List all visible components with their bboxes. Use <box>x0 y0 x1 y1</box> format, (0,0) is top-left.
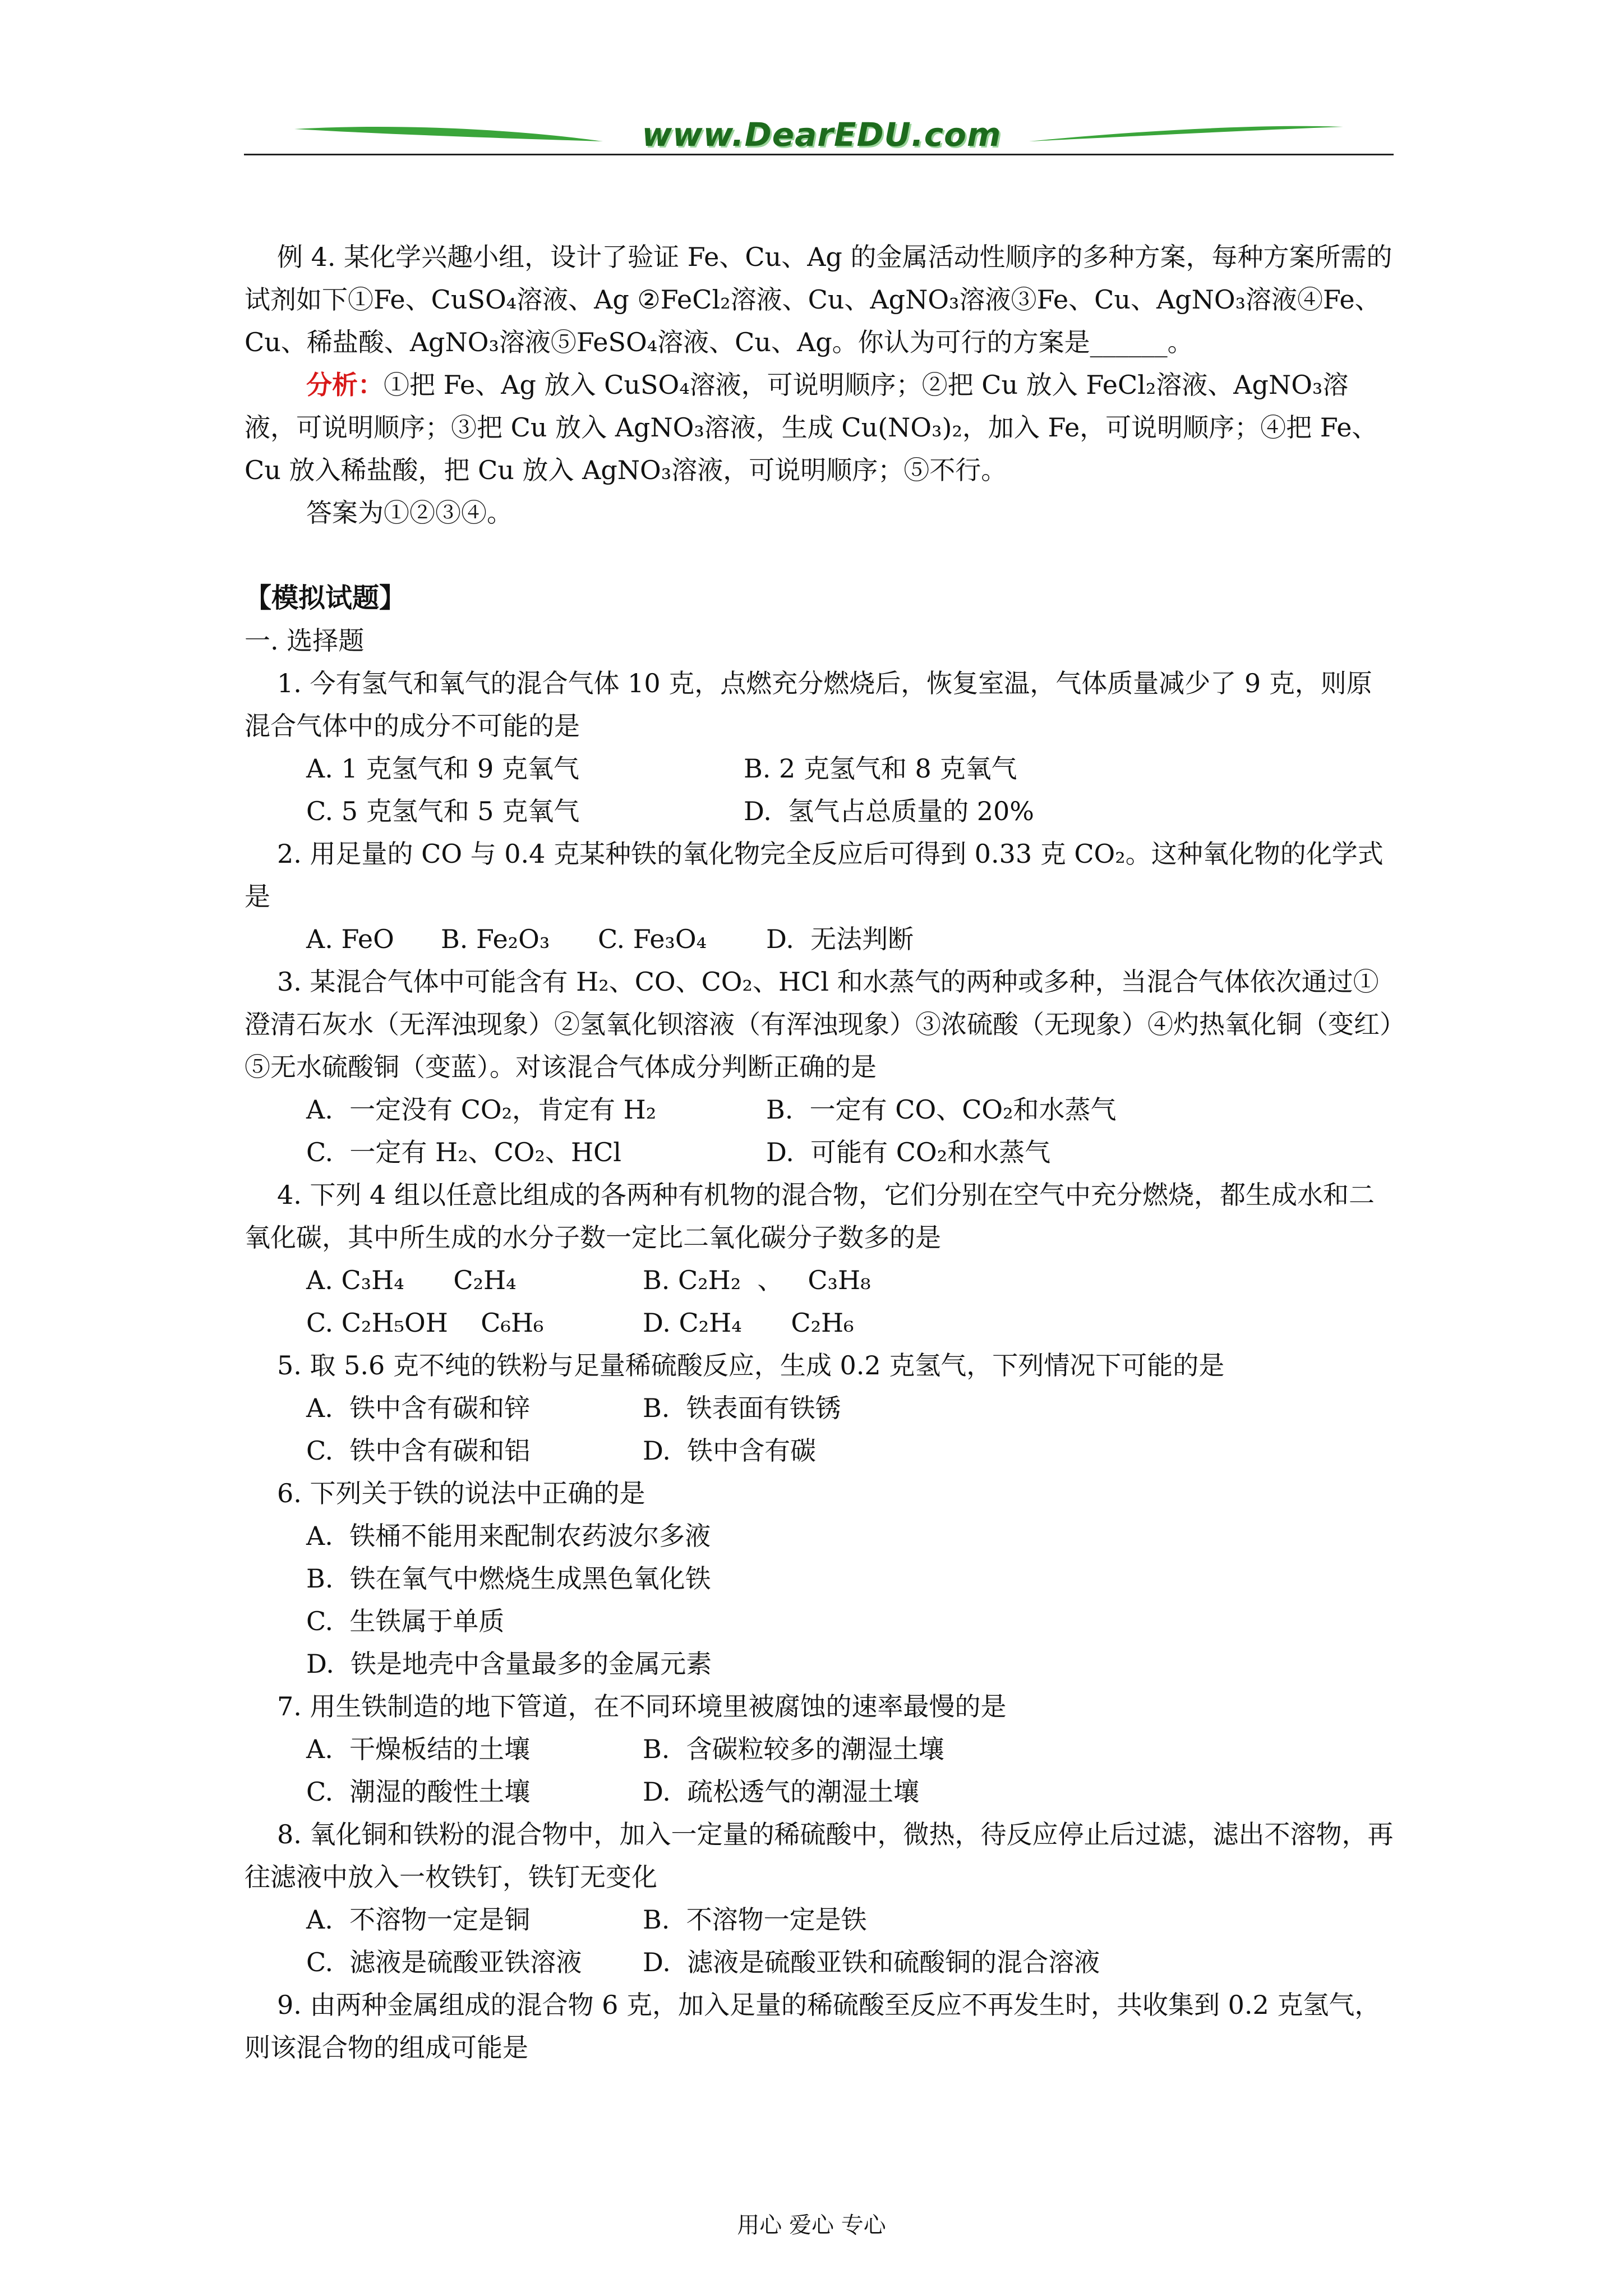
answer-option[interactable]: B. Fe₂O₃ <box>441 924 550 954</box>
question-stem: 3. 某混合气体中可能含有 H₂、CO、CO₂、HCl 和水蒸气的两种或多种，当混合气体依次通过①澄清石灰水（无浑浊现象）②氢氧化钡溶液（有浑浊现象）③浓硫酸（无现象）④灼热氧化铜（变红）⑤无水硫酸铜（变蓝）。对该混合气体成分判断正确的是 <box>245 967 1393 1082</box>
option-row <box>245 1557 1394 1600</box>
question-stem: 5. 取 5.6 克不纯的铁粉与足量稀硫酸反应，生成 0.2 克氢气，下列情况下可能的是 <box>277 1350 1225 1381</box>
answer-option[interactable]: A. 1 克氢气和 9 克氧气 <box>306 753 579 784</box>
option-row <box>245 1429 1394 1472</box>
answer-option[interactable]: D. 滤液是硫酸亚铁和硫酸铜的混合溶液 <box>643 1947 1100 1977</box>
option-row <box>245 1941 1394 1984</box>
answer-option[interactable]: A. 干燥板结的土壤 <box>306 1734 531 1764</box>
site-logo[interactable]: www.DearEDU.com <box>642 116 1002 154</box>
answer-option[interactable]: A. 不溶物一定是铜 <box>306 1904 531 1935</box>
document-body <box>245 236 1394 2069</box>
option-row <box>245 1515 1394 1557</box>
option-row <box>245 1600 1394 1642</box>
answer-option[interactable]: B. 不溶物一定是铁 <box>643 1904 867 1935</box>
section-title: 【模拟试题】 <box>245 582 407 614</box>
answer-option[interactable]: C. 滤液是硫酸亚铁溶液 <box>306 1947 582 1977</box>
question-stem: 4. 下列 4 组以任意比组成的各两种有机物的混合物，它们分别在空气中充分燃烧，都生成水和二氧化碳，其中所生成的水分子数一定比二氧化碳分子数多的是 <box>245 1180 1375 1253</box>
answer-option[interactable]: D. 铁是地壳中含量最多的金属元素 <box>306 1649 712 1679</box>
question-stem: 7. 用生铁制造的地下管道，在不同环境里被腐蚀的速率最慢的是 <box>277 1691 1007 1722</box>
page-footer: 用心 爱心 专心 <box>737 2212 886 2238</box>
question-stem: 9. 由两种金属组成的混合物 6 克，加入足量的稀硫酸至反应不再发生时，共收集到 0.2 克氢气，则该混合物的组成可能是 <box>245 1990 1381 2063</box>
answer-option[interactable]: D. 氢气占总质量的 20% <box>744 796 1034 826</box>
answer-option[interactable]: A. FeO <box>306 924 394 954</box>
answer-option[interactable]: D. 无法判断 <box>766 924 914 954</box>
option-row <box>245 1728 1394 1770</box>
question-stem: 2. 用足量的 CO 与 0.4 克某种铁的氧化物完全反应后可得到 0.33 克 CO₂。这种氧化物的化学式是 <box>245 839 1384 912</box>
answer-option[interactable]: C. 铁中含有碳和铝 <box>306 1435 531 1466</box>
answer-option[interactable]: C. 一定有 H₂、CO₂、HCl <box>306 1137 621 1167</box>
answer-option[interactable]: D. 疏松透气的潮湿土壤 <box>643 1777 920 1807</box>
header-rule <box>244 154 1394 155</box>
answer-option[interactable]: A. 铁桶不能用来配制农药波尔多液 <box>306 1521 711 1551</box>
subsection-title: 一. 选择题 <box>245 625 365 656</box>
answer-option[interactable]: B. 2 克氢气和 8 克氧气 <box>744 753 1017 784</box>
answer-option[interactable]: C. 潮湿的酸性土壤 <box>306 1777 531 1807</box>
option-row <box>245 1770 1394 1813</box>
question-stem: 8. 氧化铜和铁粉的混合物中，加入一定量的稀硫酸中，微热，待反应停止后过滤，滤出不溶物，再往滤液中放入一枚铁钉，铁钉无变化 <box>245 1819 1394 1892</box>
example-4-analysis <box>245 364 1394 491</box>
option-row <box>245 1387 1394 1429</box>
example-4-answer: 答案为①②③④。 <box>306 498 513 528</box>
analysis-text: ①把 Fe、Ag 放入 CuSO₄溶液，可说明顺序；②把 Cu 放入 FeCl₂溶液、AgNO₃溶液，可说明顺序；③把 Cu 放入 AgNO₃溶液，生成 Cu(NO₃)₂，加入 Fe，可说明顺序；④把 Fe、Cu 放入稀盐酸，把 Cu 放入 AgNO₃溶液，可说明顺序；⑤不行。 <box>245 370 1378 485</box>
answer-option[interactable]: B. 含碳粒较多的潮湿土壤 <box>643 1734 944 1764</box>
option-row <box>245 747 1394 790</box>
answer-option[interactable]: B. 铁在氧气中燃烧生成黑色氧化铁 <box>306 1563 711 1594</box>
option-row <box>245 1088 1394 1131</box>
answer-option[interactable]: C. C₂H₅OH C₆H₆ <box>306 1308 544 1338</box>
option-row <box>245 1642 1394 1685</box>
answer-option[interactable]: D. 可能有 CO₂和水蒸气 <box>766 1137 1051 1167</box>
option-row <box>245 1131 1394 1174</box>
answer-option[interactable]: B. C₂H₂ 、 C₃H₈ <box>643 1265 871 1295</box>
analysis-label: 分析： <box>306 370 384 400</box>
question-list <box>245 662 1394 2069</box>
option-row <box>245 1259 1394 1301</box>
answer-option[interactable]: D. C₂H₄ C₂H₆ <box>643 1308 854 1338</box>
answer-option[interactable]: C. 生铁属于单质 <box>306 1606 505 1636</box>
answer-option[interactable]: A. 一定没有 CO₂，肯定有 H₂ <box>306 1094 657 1125</box>
answer-option[interactable]: D. 铁中含有碳 <box>643 1435 817 1466</box>
answer-option[interactable]: A. C₃H₄ C₂H₄ <box>306 1265 517 1295</box>
answer-option[interactable]: B. 铁表面有铁锈 <box>643 1393 841 1423</box>
question-stem: 1. 今有氢气和氧气的混合气体 10 克，点燃充分燃烧后，恢复室温，气体质量减少了 9 克，则原混合气体中的成分不可能的是 <box>245 668 1372 741</box>
question-stem: 6. 下列关于铁的说法中正确的是 <box>277 1478 645 1508</box>
option-row <box>245 918 1394 960</box>
answer-option[interactable]: B. 一定有 CO、CO₂和水蒸气 <box>766 1094 1117 1125</box>
answer-option[interactable]: C. 5 克氢气和 5 克氧气 <box>306 796 580 826</box>
answer-option[interactable]: A. 铁中含有碳和锌 <box>306 1393 531 1423</box>
option-row <box>245 1898 1394 1941</box>
option-row <box>245 790 1394 832</box>
option-row <box>245 1301 1394 1344</box>
answer-option[interactable]: C. Fe₃O₄ <box>598 924 707 954</box>
example-4-question: 例 4. 某化学兴趣小组，设计了验证 Fe、Cu、Ag 的金属活动性顺序的多种方案，每种方案所需的试剂如下①Fe、CuSO₄溶液、Ag ②FeCl₂溶液、Cu、AgNO₃溶液③Fe、Cu、AgNO₃溶液④Fe、Cu、稀盐酸、AgNO₃溶液⑤FeSO₄溶液、Cu、Ag。你认为可行的方案是______。 <box>245 242 1393 357</box>
